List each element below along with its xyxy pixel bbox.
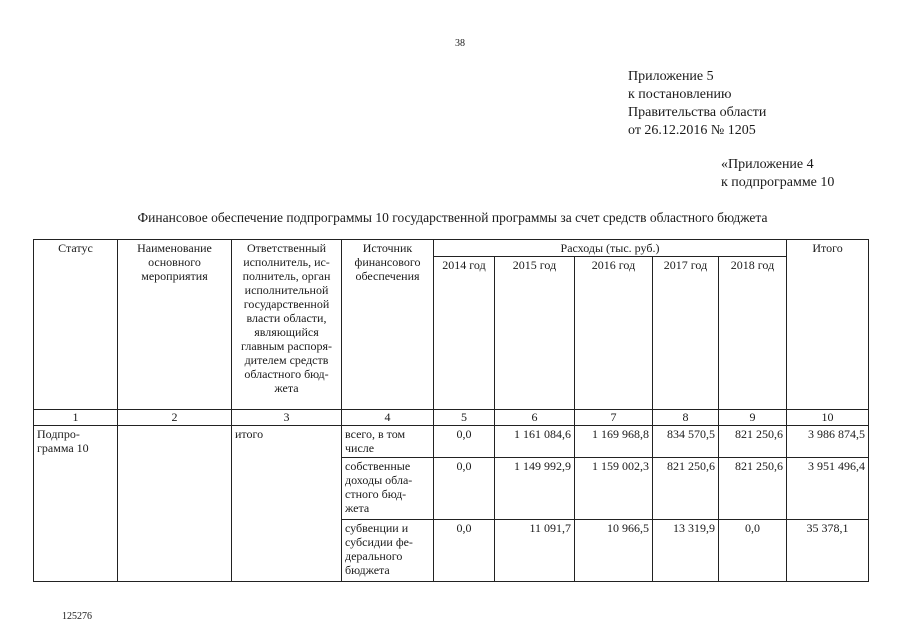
value-cell: 821 250,6 xyxy=(653,458,719,520)
header-year: 2016 год xyxy=(575,257,653,410)
column-number: 3 xyxy=(232,410,342,426)
value-cell: 13 319,9 xyxy=(653,520,719,582)
reference-line: «Приложение 4 xyxy=(721,157,814,172)
source-cell: субвенции и субсидии фе-дерального бюджета xyxy=(342,520,434,582)
document-title: Финансовое обеспечение подпрограммы 10 государственной программы за счет средств областного бюджета xyxy=(137,210,768,225)
header-executor: Ответственный исполнитель, ис-полнитель, орган исполнительной государственной власти области, являющийся главным распоря-дителем средств областного бюд-жета xyxy=(232,240,342,410)
total-cell: 3 951 496,4 xyxy=(787,458,869,520)
header-year: 2015 год xyxy=(495,257,575,410)
appendix-line: от 26.12.2016 № 1205 xyxy=(628,123,756,138)
status-cell: Подпро-грамма 10 xyxy=(34,426,118,582)
column-number: 8 xyxy=(653,410,719,426)
page-number: 38 xyxy=(455,38,465,49)
appendix-line: Правительства области xyxy=(628,105,767,120)
appendix-line: к постановлению xyxy=(628,87,732,102)
reference-line: к подпрограмме 10 xyxy=(721,175,835,190)
value-cell: 1 169 968,8 xyxy=(575,426,653,458)
column-number: 9 xyxy=(719,410,787,426)
value-cell: 11 091,7 xyxy=(495,520,575,582)
value-cell: 0,0 xyxy=(434,458,495,520)
header-source: Источник финансового обеспечения xyxy=(342,240,434,410)
value-cell: 1 161 084,6 xyxy=(495,426,575,458)
header-status: Статус xyxy=(34,240,118,410)
value-cell: 1 149 992,9 xyxy=(495,458,575,520)
executor-cell: итого xyxy=(232,426,342,582)
source-cell: всего, в том числе xyxy=(342,426,434,458)
header-year: 2018 год xyxy=(719,257,787,410)
value-cell: 10 966,5 xyxy=(575,520,653,582)
column-number: 5 xyxy=(434,410,495,426)
source-cell: собственные доходы обла-стного бюд-жета xyxy=(342,458,434,520)
column-number: 4 xyxy=(342,410,434,426)
column-number: 2 xyxy=(118,410,232,426)
value-cell: 0,0 xyxy=(434,520,495,582)
value-cell: 834 570,5 xyxy=(653,426,719,458)
table-row xyxy=(34,426,869,458)
value-cell: 1 159 002,3 xyxy=(575,458,653,520)
appendix-header xyxy=(628,68,766,140)
event-name-cell xyxy=(118,426,232,582)
header-year: 2017 год xyxy=(653,257,719,410)
header-total: Итого xyxy=(787,240,869,410)
column-number: 7 xyxy=(575,410,653,426)
total-cell: 35 378,1 xyxy=(787,520,869,582)
header-expenses: Расходы (тыс. руб.) xyxy=(434,240,787,257)
column-number: 6 xyxy=(495,410,575,426)
column-number: 1 xyxy=(34,410,118,426)
financing-table xyxy=(33,239,869,582)
value-cell: 821 250,6 xyxy=(719,426,787,458)
value-cell: 821 250,6 xyxy=(719,458,787,520)
header-event-name: Наименование основного мероприятия xyxy=(118,240,232,410)
footer-code: 125276 xyxy=(62,611,92,622)
reference-header xyxy=(721,156,834,192)
column-number: 10 xyxy=(787,410,869,426)
appendix-line: Приложение 5 xyxy=(628,69,714,84)
total-cell: 3 986 874,5 xyxy=(787,426,869,458)
value-cell: 0,0 xyxy=(719,520,787,582)
value-cell: 0,0 xyxy=(434,426,495,458)
header-year: 2014 год xyxy=(434,257,495,410)
